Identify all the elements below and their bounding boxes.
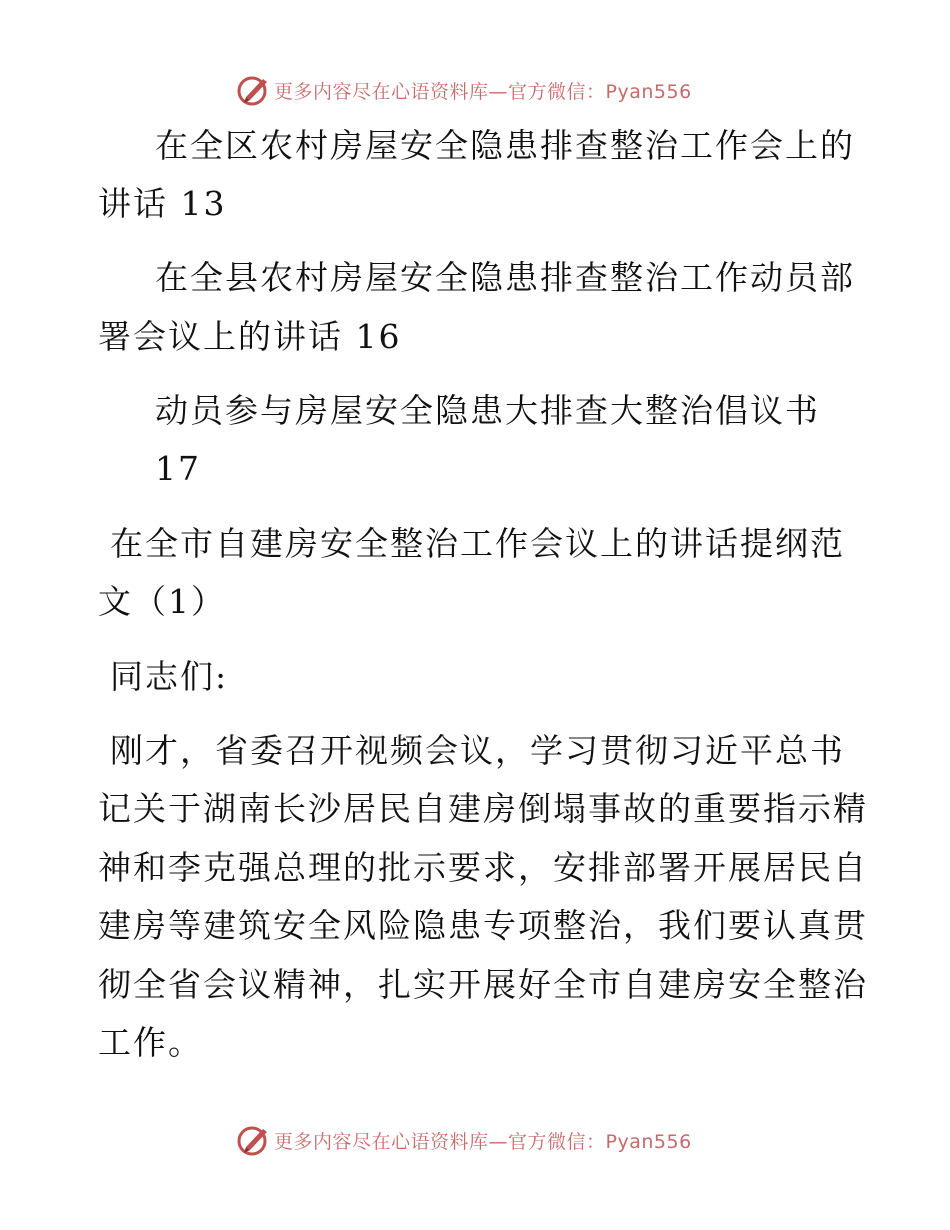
toc-entry-3-line-2: 17 [155,449,201,488]
body-line-3: 神和李克强总理的批示要求，安排部署开展居民自 [98,848,868,887]
body-line-2: 记关于湖南长沙居民自建房倒塌事故的重要指示精 [98,789,868,828]
toc-entry-1-line-1: 在全区农村房屋安全隐患排查整治工作会上的 [155,126,855,165]
toc-entry-1-line-2: 讲话 13 [98,184,227,223]
article-title-line-1: 在全市自建房安全整治工作会议上的讲话提纲范 [110,524,845,563]
salutation: 同志们: [110,657,229,696]
footer-watermark-banner [236,1122,692,1158]
header-watermark-banner [236,72,692,108]
pen-logo-icon [236,73,270,107]
article-title-line-2: 文（1） [98,582,226,621]
body-line-1: 刚才，省委召开视频会议，学习贯彻习近平总书 [110,731,845,770]
pen-logo-icon [236,1123,270,1157]
toc-entry-2-line-1: 在全县农村房屋安全隐患排查整治工作动员部 [155,258,855,297]
body-line-6: 工作。 [98,1023,203,1062]
body-line-4: 建房等建筑安全风险隐患专项整治，我们要认真贯 [98,906,868,945]
watermark-text: 更多内容尽在心语资料库—官方微信：Pyan556 [274,1130,692,1153]
body-line-5: 彻全省会议精神，扎实开展好全市自建房安全整治 [98,965,868,1004]
watermark-text: 更多内容尽在心语资料库—官方微信：Pyan556 [274,80,692,103]
toc-entry-2-line-2: 署会议上的讲话 16 [98,317,402,356]
toc-entry-3-line-1: 动员参与房屋安全隐患大排查大整治倡议书 [155,391,820,430]
